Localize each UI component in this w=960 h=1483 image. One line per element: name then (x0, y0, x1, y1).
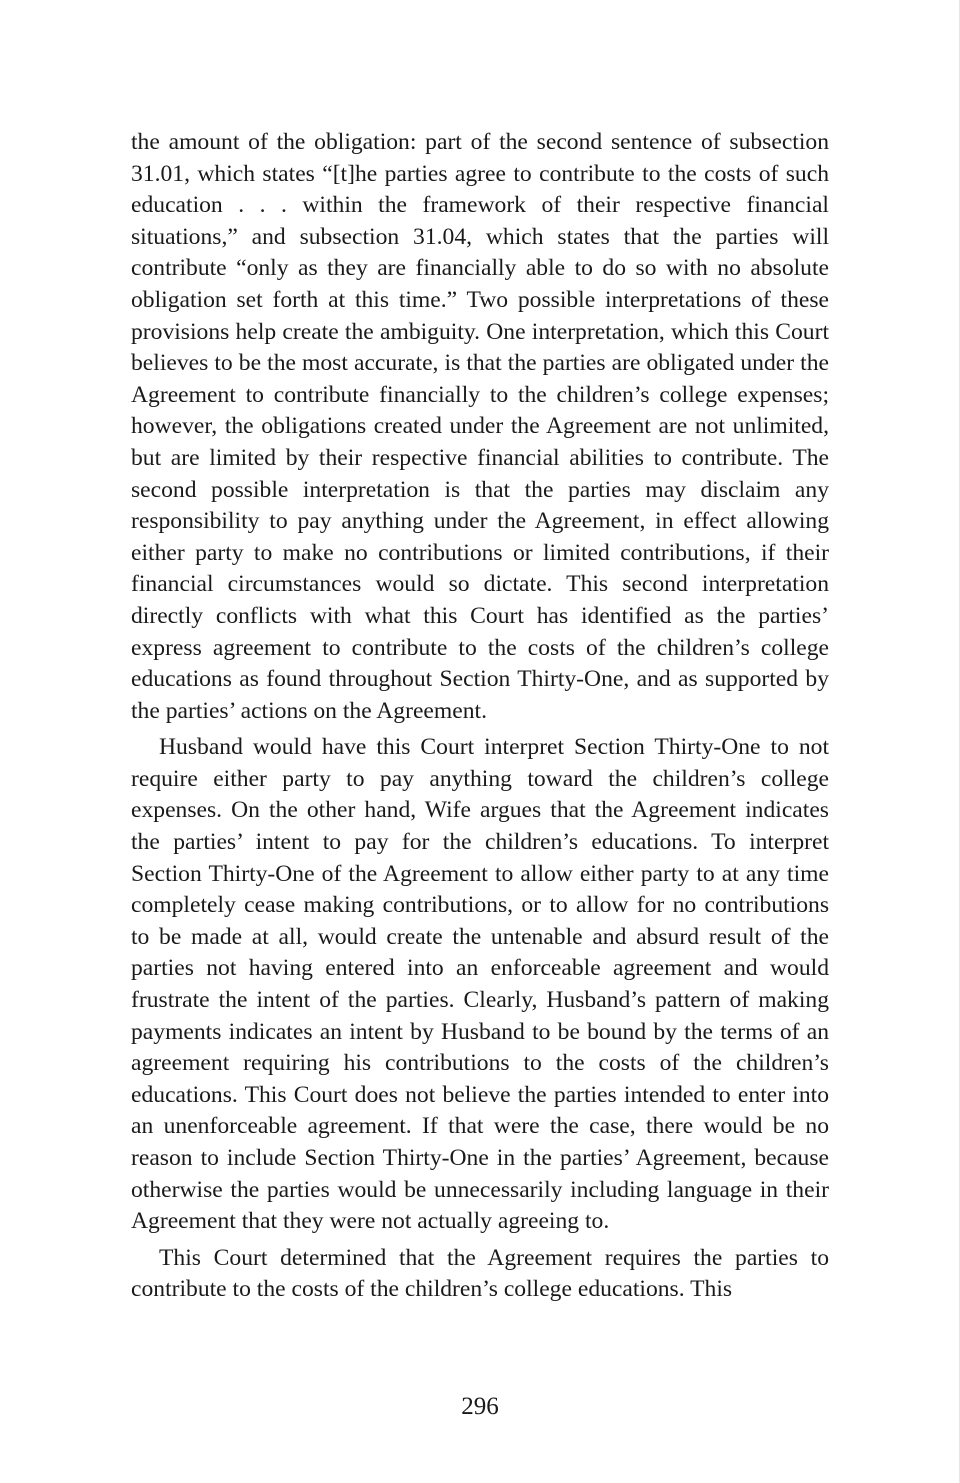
page-number: 296 (461, 1393, 499, 1420)
paragraph-3: This Court determined that the Agreement requires the parties to contribute to the costs of the children’s college educations. This (131, 1244, 829, 1303)
paragraph-2: Husband would have this Court interpret Section Thirty-One to not require either party to pay anything toward the children’s college expenses. On the other hand, Wife argues that the Agreement indicates the parties’ intent to pay for the children’s educations. To interpret Section Thirty-One of the Agreement to allow either party to at any time completely cease making contributions, or to allow for no contributions to be made at all, would create the untenable and absurd result of the parties not having entered into an enforceable agreement and would frustrate the intent of the parties. Clearly, Husband’s pattern of making payments indicates an intent by Husband to be bound by the terms of an agreement requiring his contributions to the costs of the children’s educations. This Court does not believe the parties intended to enter into an unenforceable agreement. If that were the case, there would be no reason to include Section Thirty-One in the parties’ Agreement, because otherwise the parties would be unnecessarily including language in their Agreement that they were not actually agreeing to. (131, 734, 829, 1235)
paragraph-1: the amount of the obligation: part of the second sentence of subsection 31.01, which states “[t]he parties agree to contribute to the costs of such education . . . within the framework of their respective financial situations,” and subsection 31.04, which states that the parties will contribute “only as they are financially able to do so with no absolute obligation set forth at this time.” Two possible interpretations of these provisions help create the ambiguity. One interpretation, which this Court believes to be the most accurate, is that the parties are obligated under the Agreement to contribute financially to the children’s college expenses; however, the obligations created under the Agreement are not unlimited, but are limited by their respective financial abilities to contribute. The second possible interpretation is that the parties may disclaim any responsibility to pay anything under the Agreement, in effect allowing either party to make no contributions or limited contributions, if their financial circumstances would so dictate. This second interpretation directly conflicts with what this Court has identified as the parties’ express agreement to contribute to the costs of the children’s college educations as found throughout Section Thirty-One, and as supported by the parties’ actions on the Agreement. (131, 129, 829, 724)
body-text (131, 127, 829, 1306)
